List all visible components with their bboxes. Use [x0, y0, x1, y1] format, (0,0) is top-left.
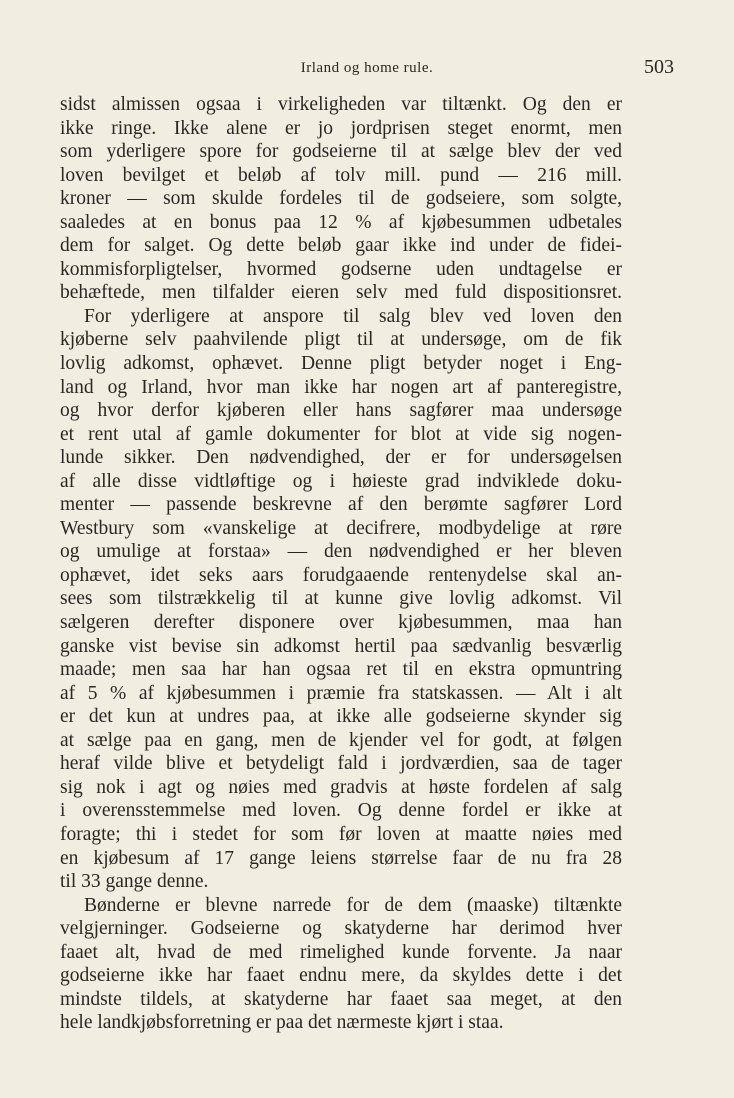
text-line: dem for salget. Og dette beløb gaar ikke ind under de fidei-	[60, 235, 622, 257]
text-line: kjøberne selv paahvilende pligt til at undersøge, om de fik	[60, 329, 622, 351]
body-text	[60, 93, 622, 1035]
text-line: behæftede, men tilfalder eieren selv med fuld dispositionsret.	[60, 282, 622, 304]
text-line: land og Irland, hvor man ikke har nogen art af panteregistre,	[60, 376, 622, 398]
text-line: er det kun at undres paa, at ikke alle godseierne skynder sig	[60, 706, 622, 728]
text-line: ophævet, idet seks aars forudgaaende rentenydelse skal an-	[60, 564, 622, 586]
text-line: For yderligere at anspore til salg blev ved loven den	[84, 305, 622, 327]
text-line: ikke ringe. Ikke alene er jo jordprisen steget enormt, men	[60, 117, 622, 139]
text-line: af 5 % af kjøbesummen i præmie fra statskassen. — Alt i alt	[60, 682, 622, 704]
text-line: godseierne ikke har faaet endnu mere, da skyldes dette i det	[60, 965, 622, 987]
text-line: i overensstemmelse med loven. Og denne fordel er ikke at	[60, 800, 622, 822]
text-line: ganske vist bevise sin adkomst hertil paa sædvanlig besværlig	[60, 635, 622, 657]
text-line: saaledes at en bonus paa 12 % af kjøbesummen udbetales	[60, 211, 622, 233]
text-line: og umulige at forstaa» — den nødvendighed er her bleven	[60, 541, 622, 563]
text-line: velgjerninger. Godseierne og skatyderne har derimod hver	[60, 918, 622, 940]
text-line: og hvor derfor kjøberen eller hans sagfører maa undersøge	[60, 400, 622, 422]
text-line: kroner — som skulde fordeles til de godseiere, som solgte,	[60, 188, 622, 210]
text-line: som yderligere spore for godseierne til at sælge blev der ved	[60, 141, 622, 163]
text-line: til 33 gange denne.	[60, 871, 209, 893]
text-line: loven bevilget et beløb af tolv mill. pund — 216 mill.	[60, 164, 622, 186]
text-line: sælgeren derefter disponere over kjøbesummen, maa han	[60, 612, 622, 634]
text-line: sig nok i agt og nøies med gradvis at høste fordelen af salg	[60, 776, 622, 798]
text-line: lunde sikker. Den nødvendighed, der er for undersøgelsen	[60, 447, 622, 469]
page-number: 503	[644, 56, 674, 78]
text-line: heraf vilde blive et betydeligt fald i jordværdien, saa de tager	[60, 753, 622, 775]
text-line: Bønderne er blevne narrede for de dem (maaske) tiltænkte	[84, 894, 622, 916]
running-title: Irland og home rule.	[300, 60, 434, 76]
text-line: menter — passende beskrevne af den berømte sagfører Lord	[60, 494, 622, 516]
text-line: et rent utal af gamle dokumenter for blot at vide sig nogen-	[60, 423, 622, 445]
text-line: lovlig adkomst, ophævet. Denne pligt betyder noget i Eng-	[60, 353, 622, 375]
text-line: Westbury som «vanskelige at decifrere, modbydelige at røre	[60, 517, 622, 539]
text-line: sidst almissen ogsaa i virkeligheden var tiltænkt. Og den er	[60, 94, 622, 115]
text-line: kommisforpligtelser, hvormed godserne uden undtagelse er	[60, 258, 622, 280]
text-line: en kjøbesum af 17 gange leiens størrelse faar de nu fra 28	[60, 847, 622, 869]
text-line: hele landkjøbsforretning er paa det nærmeste kjørt i staa.	[60, 1012, 504, 1034]
text-line: sees som tilstrækkelig til at kunne give lovlig adkomst. Vil	[60, 588, 622, 610]
text-line: foragte; thi i stedet for som før loven at maatte nøies med	[60, 823, 622, 845]
text-line: mindste tildels, at skatyderne har faaet saa meget, at den	[60, 988, 622, 1010]
text-line: at sælge paa en gang, men de kjender vel for godt, at følgen	[60, 729, 622, 751]
page-header	[60, 56, 674, 80]
text-line: af alle disse vidtløftige og i høieste grad indviklede doku-	[60, 470, 622, 492]
text-line: faaet alt, hvad de med rimelighed kunde forvente. Ja naar	[60, 941, 622, 963]
text-line: maade; men saa har han ogsaa ret til en ekstra opmuntring	[60, 659, 622, 681]
